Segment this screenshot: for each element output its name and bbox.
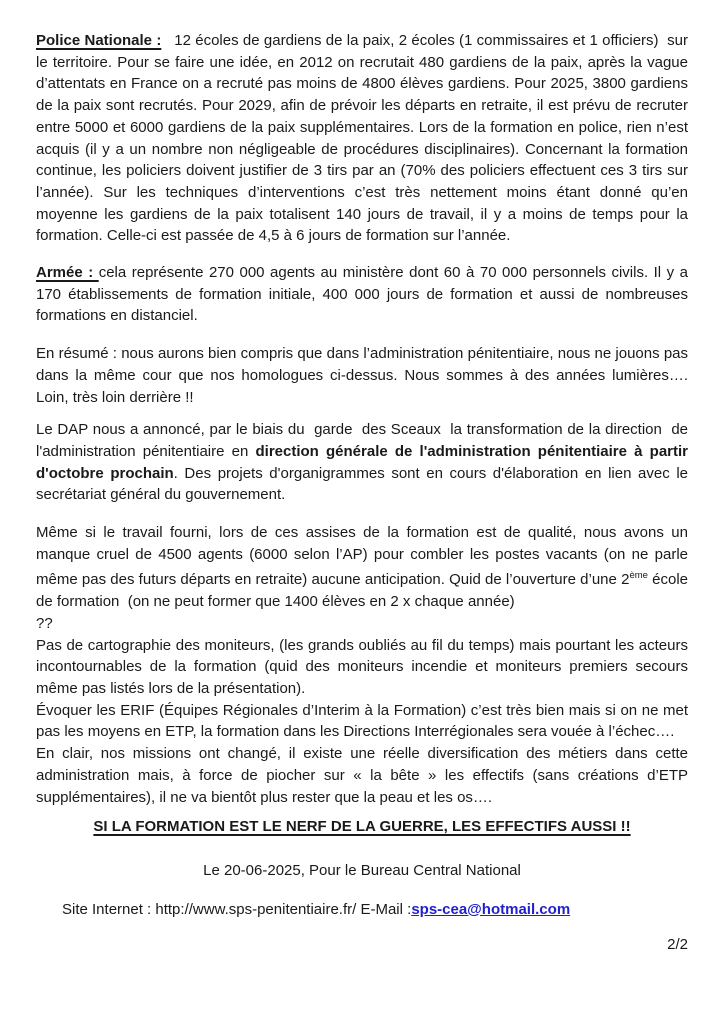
superscript-run: ème: [629, 570, 648, 582]
paragraph-en-resume: [36, 343, 688, 408]
text-run: . Des projets d'organigrammes sont en cours d'élaboration en lien avec le secrétariat général du gouvernement.: [36, 464, 688, 504]
paragraph-en-clair: [36, 743, 688, 808]
paragraph-police-nationale: [36, 30, 688, 247]
text-run: Le 20-06-2025, Pour le Bureau Central National: [203, 861, 521, 879]
text-run: Évoquer les ERIF (Équipes Régionales d’Interim à la Formation) c’est très bien mais si on ne met pas les moyens en ETP, la formation dans les Directions Interrégionales sera vouée à l’échec….: [36, 701, 688, 741]
page-number: 2/2: [667, 936, 688, 954]
text-run: Le DAP nous a annoncé, par le biais du garde des Sceaux la transformation de la direction de l'administration pénitentiaire en: [36, 421, 688, 460]
paragraph-question-marks: [36, 613, 688, 635]
text-run: Pas de cartographie des moniteurs, (les grands oubliés au fil du temps) mais pourtant les acteurs incontournables de la formation (quid des moniteurs incendie et moniteurs premiers secours même pas listés lors de la présentation).: [36, 636, 688, 697]
text-run: Site Internet : http://www.sps-penitentiaire.fr/ E-Mail :: [62, 900, 412, 918]
date-line: [36, 860, 688, 882]
heading-run: SI LA FORMATION EST LE NERF DE LA GUERRE, LES EFFECTIFS AUSSI !!: [93, 818, 631, 836]
document-body: [36, 30, 688, 920]
text-run: école de formation (on ne peut former que 1400 élèves en 2 x chaque année): [36, 571, 688, 611]
heading-run: Armée :: [36, 264, 99, 282]
text-run: direction générale de l'administration pénitentiaire à partir d'octobre prochain: [36, 442, 689, 482]
paragraph-manque-agents: [36, 522, 688, 613]
slogan-line: [36, 816, 688, 838]
website-email-line: [36, 899, 688, 921]
paragraph-dap-annonce: [36, 419, 688, 506]
email-link[interactable]: sps-cea@hotmail.com: [411, 900, 571, 918]
text-run: Même si le travail fourni, lors de ces assises de la formation est de qualité, nous avons un manque cruel de 4500 agents (6000 selon l’AP) pour combler les postes vacants (on ne parle même pas des futurs départs en retraite) aucune anticipation. Quid de l’ouverture d’une 2: [36, 524, 688, 589]
paragraph-cartographie-moniteurs: [36, 635, 688, 700]
text-run: 12 écoles de gardiens de la paix, 2 écoles (1 commissaires et 1 officiers) sur le territoire. Pour se faire une idée, en 2012 on recrutait 480 gardiens de la paix, après la vague d’attentats en France on a recruté pas moins de 4800 élèves gardiens. Pour 2025, 3800 gardiens de la paix sont recrutés. Pour 2029, afin de prévoir les départs en retraite, il est prévu de recruter entre 5000 et 6000 gardiens de la paix supplémentaires. Lors de la formation en police, rien n’est acquis (il y a un nombre non négligeable de procédures disciplinaires). Concernant la formation continue, les policiers doivent justifier de 3 tirs par an (70% des policiers effectuent ces 3 tirs sur l’année). Sur les techniques d’interventions c’est très nettement moins étant donné qu’en moyenne les gardiens de la paix totalisent 140 jours de travail, il y a moins de temps pour la formation. Celle-ci est passée de 4,5 à 6 jours de formation sur l’année.: [36, 32, 688, 245]
text-run: En résumé : nous aurons bien compris que dans l’administration pénitentiaire, nous ne jouons pas dans la même cour que nos homologues ci-dessus. Nous sommes à des années lumières…. Loin, très loin derrière !!: [36, 345, 688, 406]
text-run: ??: [36, 614, 53, 632]
text-run: En clair, nos missions ont changé, il existe une réelle diversification des métiers dans cette administration mais, à force de piocher sur « la bête » les effectifs (sans créations d’ETP supplémentaires), il ne va bientôt plus rester que la peau et les os….: [36, 745, 688, 806]
text-run: cela représente 270 000 agents au ministère dont 60 à 70 000 personnels civils. Il y a 170 établissements de formation initiale, 400 000 jours de formation et aussi de nombreuses formations en distanciel.: [36, 264, 688, 325]
paragraph-erif: [36, 700, 688, 743]
heading-run: Police Nationale :: [36, 32, 162, 49]
paragraph-armee: [36, 262, 688, 327]
